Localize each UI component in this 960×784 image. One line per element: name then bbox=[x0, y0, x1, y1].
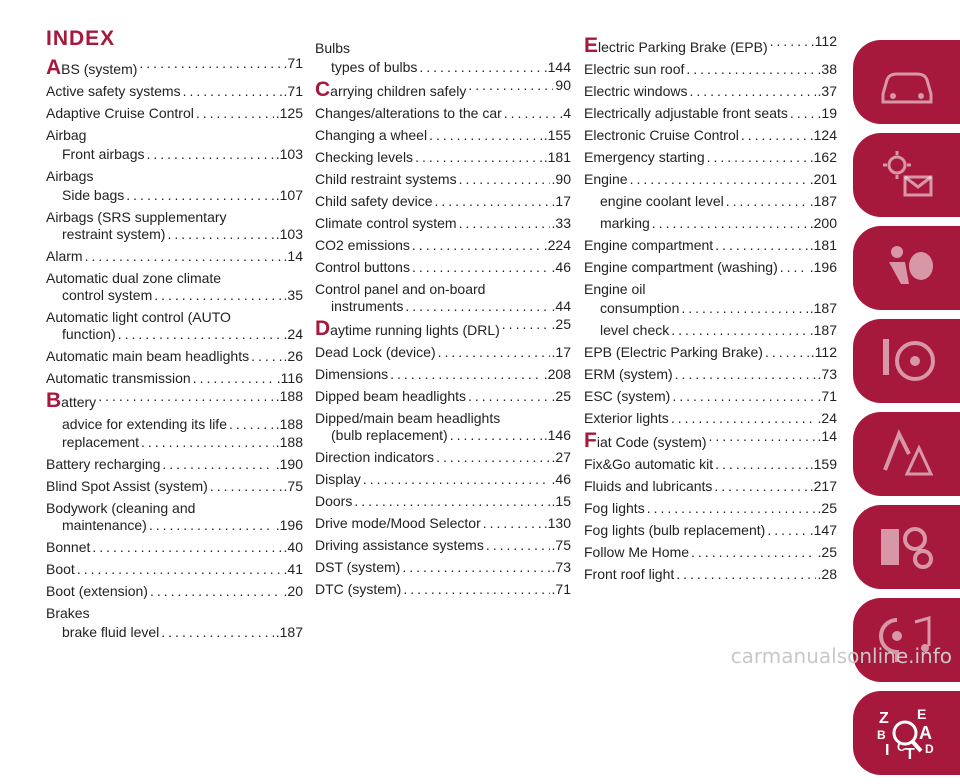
index-entry[interactable]: Fiat Code (system) ..... .14 bbox=[584, 432, 837, 451]
tab-warning-lights[interactable] bbox=[853, 133, 960, 217]
index-entry[interactable]: Front roof light ..... .28 bbox=[584, 566, 837, 583]
index-entry[interactable]: Changing a wheel ..... .155 bbox=[315, 127, 571, 144]
svg-text:D: D bbox=[924, 742, 934, 756]
watermark: carmanualsonline.info bbox=[730, 644, 952, 668]
index-entry[interactable]: Daytime running lights (DRL) ..... .25 bbox=[315, 320, 571, 339]
index-entry[interactable]: Adaptive Cruise Control ..... .125 bbox=[46, 105, 303, 122]
index-subentry[interactable]: brake fluid level ..... .187 bbox=[46, 624, 303, 641]
index-entry[interactable]: Battery ..... .188 bbox=[46, 392, 303, 411]
chapter-tabs bbox=[853, 40, 960, 784]
index-subentry[interactable]: consumption ..... .187 bbox=[584, 300, 837, 317]
index-heading: Brakes bbox=[46, 605, 90, 621]
index-entry[interactable]: Automatic light control (AUTO function) ..... .24 bbox=[46, 309, 303, 343]
index-entry[interactable]: Dimensions ..... .208 bbox=[315, 366, 571, 383]
tab-index[interactable] bbox=[853, 691, 960, 775]
index-entry[interactable]: Emergency starting ..... .162 bbox=[584, 149, 837, 166]
tab-car[interactable] bbox=[853, 40, 960, 124]
section-letter-f: F bbox=[584, 429, 597, 452]
index-entry[interactable]: Carrying children safely ..... 90 bbox=[315, 81, 571, 100]
index-entry[interactable]: ABS (system) ..... .71 bbox=[46, 59, 303, 78]
index-subentry[interactable]: engine coolant level ..... .187 bbox=[584, 193, 837, 210]
index-entry[interactable]: ESC (system) ..... .71 bbox=[584, 388, 837, 405]
index-entry[interactable]: DTC (system) ..... .71 bbox=[315, 581, 571, 598]
index-entry[interactable]: Active safety systems ..... .71 bbox=[46, 83, 303, 100]
index-entry[interactable]: Electronic Cruise Control ..... .124 bbox=[584, 127, 837, 144]
svg-text:C: C bbox=[896, 740, 906, 754]
index-entry[interactable]: Blind Spot Assist (system) ..... .75 bbox=[46, 478, 303, 495]
index-column-3 bbox=[584, 34, 837, 588]
warning-lights-icon bbox=[875, 147, 939, 203]
svg-text:E: E bbox=[916, 706, 926, 722]
index-entry[interactable]: Automatic transmission ..... .116 bbox=[46, 370, 303, 387]
index-subentry[interactable]: marking ..... .200 bbox=[584, 215, 837, 232]
index-heading: Airbags bbox=[46, 168, 94, 184]
airbag-icon bbox=[875, 240, 939, 296]
index-entry[interactable]: Display ..... .46 bbox=[315, 471, 571, 488]
index-entry[interactable]: Fluids and lubricants ..... .217 bbox=[584, 478, 837, 495]
index-entry[interactable]: Dipped beam headlights ..... .25 bbox=[315, 388, 571, 405]
index-entry[interactable]: Checking levels ..... .181 bbox=[315, 149, 571, 166]
tab-servicing[interactable] bbox=[853, 505, 960, 589]
index-entry[interactable]: Child safety device ..... .17 bbox=[315, 193, 571, 210]
index-entry[interactable]: Drive mode/Mood Selector ..... .130 bbox=[315, 515, 571, 532]
tab-safety[interactable] bbox=[853, 226, 960, 310]
gears-icon bbox=[875, 519, 939, 575]
svg-text:T: T bbox=[904, 746, 915, 761]
index-entry[interactable]: EPB (Electric Parking Brake) ..... .112 bbox=[584, 344, 837, 361]
tab-multimedia[interactable] bbox=[853, 598, 960, 682]
index-entry[interactable]: CO2 emissions ..... .224 bbox=[315, 237, 571, 254]
breakdown-icon bbox=[875, 426, 939, 482]
index-entry[interactable]: Climate control system ..... .33 bbox=[315, 215, 571, 232]
index-entry[interactable]: Automatic dual zone climate control system ..... .35 bbox=[46, 270, 303, 304]
index-entry[interactable]: Battery recharging ..... .190 bbox=[46, 456, 303, 473]
index-entry[interactable]: Bodywork (cleaning and maintenance) ..... .196 bbox=[46, 500, 303, 534]
index-entry[interactable]: Bonnet ..... .40 bbox=[46, 539, 303, 556]
index-entry[interactable]: Fog lights ..... .25 bbox=[584, 500, 837, 517]
index-entry[interactable]: Electrically adjustable front seats ..... .19 bbox=[584, 105, 837, 122]
tab-emergency[interactable] bbox=[853, 412, 960, 496]
index-subentry[interactable]: advice for extending its life ..... .188 bbox=[46, 416, 303, 433]
index-letters-icon bbox=[875, 705, 939, 761]
index-heading: Airbag bbox=[46, 127, 87, 143]
svg-text:A: A bbox=[918, 723, 932, 743]
car-icon bbox=[875, 54, 939, 110]
index-entry[interactable]: Doors ..... .15 bbox=[315, 493, 571, 510]
index-entry[interactable]: Boot ..... .41 bbox=[46, 561, 303, 578]
index-heading: Bulbs bbox=[315, 40, 351, 56]
index-entry[interactable]: Electric Parking Brake (EPB) ..... .112 bbox=[584, 37, 837, 56]
index-entry[interactable]: Dead Lock (device) ..... .17 bbox=[315, 344, 571, 361]
index-entry[interactable]: Engine compartment ..... .181 bbox=[584, 237, 837, 254]
index-entry[interactable]: Control panel and on-board instruments ..... .44 bbox=[315, 281, 571, 315]
section-letter-b: B bbox=[46, 389, 62, 412]
index-entry[interactable]: Dipped/main beam headlights (bulb replacement) ..... .146 bbox=[315, 410, 571, 444]
section-letter-c: C bbox=[315, 78, 331, 101]
index-entry[interactable]: Exterior lights ..... .24 bbox=[584, 410, 837, 427]
index-entry[interactable]: Fix&Go automatic kit ..... .159 bbox=[584, 456, 837, 473]
index-entry[interactable]: Engine compartment (washing) ..... .196 bbox=[584, 259, 837, 276]
index-entry[interactable]: Direction indicators ..... .27 bbox=[315, 449, 571, 466]
index-entry[interactable]: Electric windows ..... .37 bbox=[584, 83, 837, 100]
index-entry[interactable]: ERM (system) ..... .73 bbox=[584, 366, 837, 383]
index-entry[interactable]: Fog lights (bulb replacement) ..... .147 bbox=[584, 522, 837, 539]
tab-starting-driving[interactable] bbox=[853, 319, 960, 403]
index-subentry[interactable]: types of bulbs ..... .144 bbox=[315, 59, 571, 76]
section-letter-a: A bbox=[46, 56, 62, 79]
index-subentry[interactable]: Front airbags ..... .103 bbox=[46, 146, 303, 163]
index-entry[interactable]: Electric sun roof ..... .38 bbox=[584, 61, 837, 78]
section-letter-d: D bbox=[315, 317, 331, 340]
index-heading: Engine oil bbox=[584, 281, 646, 297]
index-entry[interactable]: Child restraint systems ..... .90 bbox=[315, 171, 571, 188]
index-entry[interactable]: Driving assistance systems ..... .75 bbox=[315, 537, 571, 554]
svg-text:I: I bbox=[884, 742, 889, 759]
index-entry[interactable]: Alarm ..... .14 bbox=[46, 248, 303, 265]
index-entry[interactable]: Changes/alterations to the car ..... .4 bbox=[315, 105, 571, 122]
index-entry[interactable]: Control buttons ..... .46 bbox=[315, 259, 571, 276]
page-title: INDEX bbox=[46, 27, 116, 50]
index-column-2 bbox=[315, 40, 571, 603]
index-entry[interactable]: Engine ..... .201 bbox=[584, 171, 837, 188]
index-entry[interactable]: DST (system) ..... .73 bbox=[315, 559, 571, 576]
steering-wheel-icon bbox=[875, 333, 939, 389]
index-subentry[interactable]: replacement ..... .188 bbox=[46, 434, 303, 451]
svg-text:B: B bbox=[876, 728, 886, 742]
index-column-1 bbox=[46, 56, 303, 646]
index-subentry[interactable]: level check ..... .187 bbox=[584, 322, 837, 339]
index-entry[interactable]: Automatic main beam headlights ..... .26 bbox=[46, 348, 303, 365]
index-entry[interactable]: Airbags (SRS supplementary restraint system) ..... .103 bbox=[46, 209, 303, 243]
index-subentry[interactable]: Side bags ..... .107 bbox=[46, 187, 303, 204]
index-entry[interactable]: Boot (extension) ..... .20 bbox=[46, 583, 303, 600]
index-entry[interactable]: Follow Me Home ..... .25 bbox=[584, 544, 837, 561]
svg-text:Z: Z bbox=[878, 710, 889, 727]
section-letter-e: E bbox=[584, 34, 599, 57]
